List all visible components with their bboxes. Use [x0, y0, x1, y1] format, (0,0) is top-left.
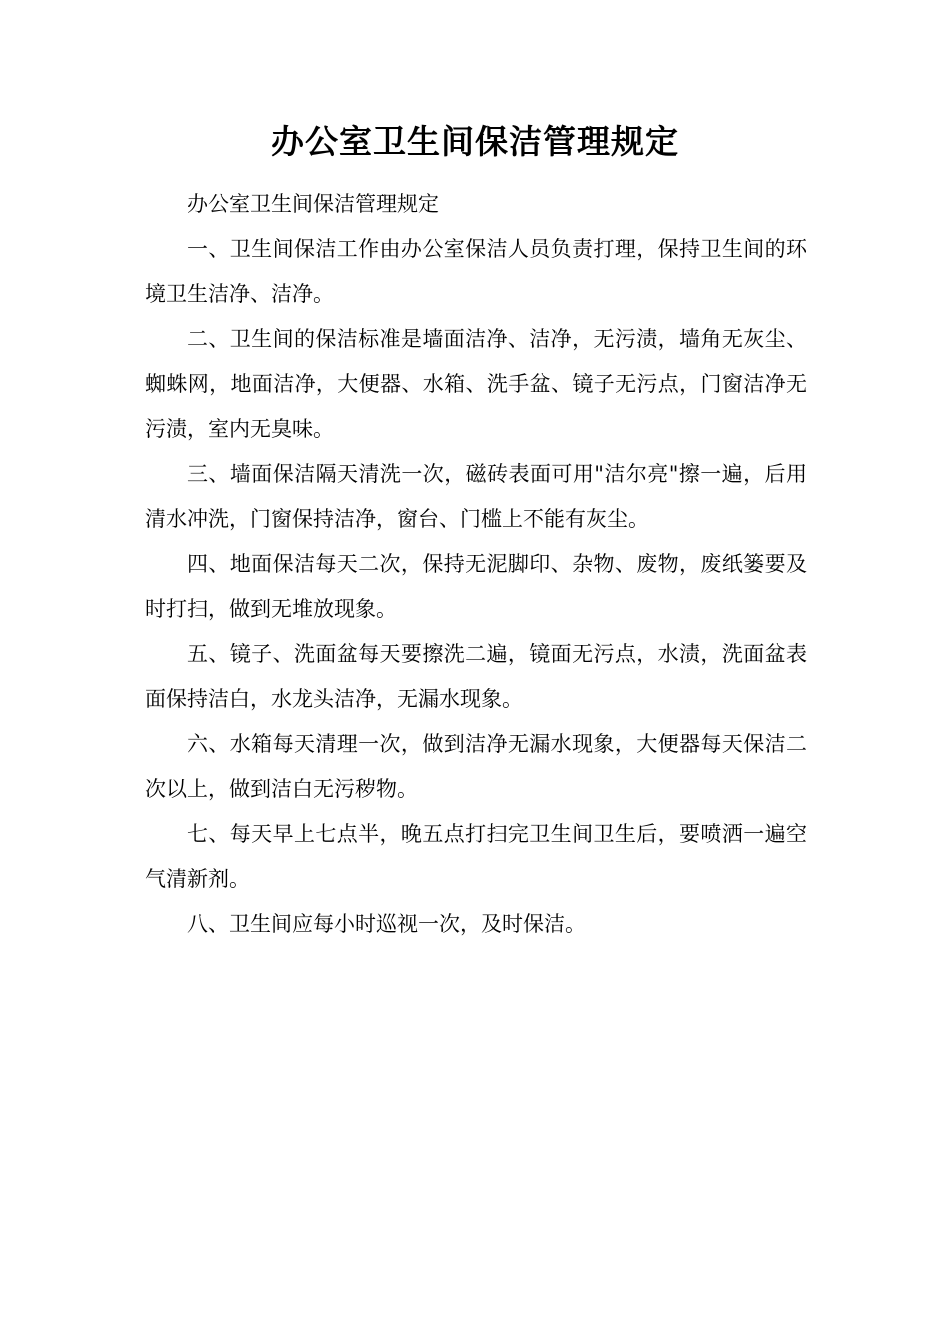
- paragraph-item-8: 八、卫生间应每小时巡视一次，及时保洁。: [187, 912, 586, 936]
- paragraph-item-1: 一、卫生间保洁工作由办公室保洁人员负责打理，保持卫生间的环境卫生洁净、洁净。: [145, 237, 807, 306]
- paragraph-item-5: 五、镜子、洗面盆每天要擦洗二遍，镜面无污点，水渍，洗面盆表面保持洁白，水龙头洁净，无漏水现象。: [145, 642, 807, 711]
- paragraph-item-2: 二、卫生间的保洁标准是墙面洁净、洁净，无污渍，墙角无灰尘、蜘蛛网，地面洁净，大便器、水箱、洗手盆、镜子无污点，门窗洁净无污渍，室内无臭味。: [145, 327, 807, 441]
- paragraph-item-4: 四、地面保洁每天二次，保持无泥脚印、杂物、废物，废纸篓要及时打扫，做到无堆放现象。: [145, 552, 807, 621]
- document-body: [145, 182, 807, 947]
- document-title: 办公室卫生间保洁管理规定: [271, 122, 679, 161]
- paragraph-item-7: 七、每天早上七点半，晚五点打扫完卫生间卫生后，要喷洒一遍空气清新剂。: [145, 822, 807, 891]
- paragraph-item-3: 三、墙面保洁隔天清洗一次，磁砖表面可用"洁尔亮"擦一遍，后用清水冲洗，门窗保持洁净，窗台、门槛上不能有灰尘。: [145, 462, 807, 531]
- paragraph-heading-repeat: 办公室卫生间保洁管理规定: [187, 192, 439, 216]
- paragraph-item-6: 六、水箱每天清理一次，做到洁净无漏水现象，大便器每天保洁二次以上，做到洁白无污秽物。: [145, 732, 807, 801]
